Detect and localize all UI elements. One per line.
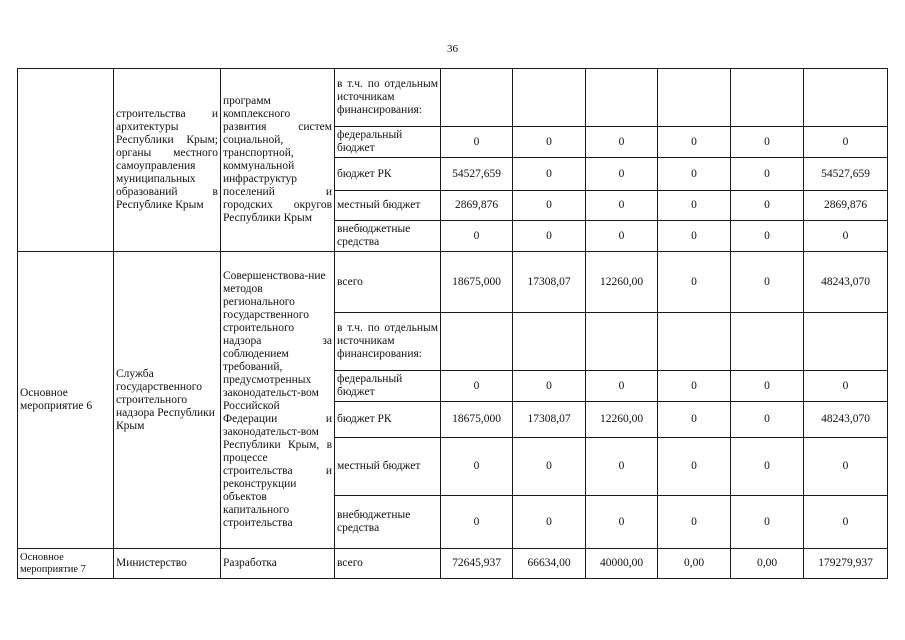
cell-value: 0 [586,127,658,158]
cell-value: 0 [804,496,888,549]
cell-value: 0 [586,371,658,402]
cell-value: 0 [658,191,731,221]
cell-value: 0 [658,221,731,252]
cell-value [804,69,888,127]
cell-value: 0 [731,371,804,402]
table-row [18,252,888,313]
cell-value: 0 [731,402,804,438]
cell-value [658,69,731,127]
cell-value: 0 [804,221,888,252]
cell-value [731,313,804,371]
cell-value: 2869,876 [804,191,888,221]
cell-value: 54527,659 [804,158,888,191]
cell-measure-description: программ комплексного развития систем социальной, транспортной, коммунальной инфраструктур поселений и городских округов Республики Крым [221,69,335,252]
cell-value: 0 [731,496,804,549]
cell-value [658,313,731,371]
cell-value: 0 [441,127,513,158]
cell-value: 0 [731,191,804,221]
cell-value [586,313,658,371]
cell-source: всего [335,252,441,313]
cell-value: 18675,000 [441,252,513,313]
cell-value [586,69,658,127]
cell-measure-description: Разработка [221,549,335,579]
cell-value: 2869,876 [441,191,513,221]
cell-value: 0 [586,496,658,549]
cell-value: 0 [658,252,731,313]
cell-value: 0 [658,496,731,549]
cell-executor: Министерство [114,549,221,579]
cell-value: 0 [586,221,658,252]
cell-col-a [18,69,114,252]
cell-value: 0 [513,221,586,252]
cell-value: 0 [804,127,888,158]
cell-value: 12260,00 [586,402,658,438]
cell-source: всего [335,549,441,579]
cell-value: 0 [731,438,804,496]
cell-source: местный бюджет [335,438,441,496]
cell-value: 0 [658,438,731,496]
cell-value [513,69,586,127]
cell-value: 17308,07 [513,402,586,438]
cell-value: 0 [513,127,586,158]
cell-value: 40000,00 [586,549,658,579]
cell-value: 0 [731,127,804,158]
cell-value [441,69,513,127]
cell-value: 0 [586,158,658,191]
cell-value: 0 [513,371,586,402]
cell-source: федеральный бюджет [335,127,441,158]
cell-measure-number: Основное мероприятие 6 [18,252,114,549]
cell-value: 48243,070 [804,252,888,313]
cell-value: 0 [513,191,586,221]
cell-source: внебюджетные средства [335,221,441,252]
cell-value: 0,00 [731,549,804,579]
cell-value: 12260,00 [586,252,658,313]
cell-value: 0 [441,496,513,549]
cell-value [731,69,804,127]
cell-value: 0 [731,252,804,313]
cell-value: 179279,937 [804,549,888,579]
cell-value: 0 [658,402,731,438]
cell-source: в т.ч. по отдельным источникам финансирования: [335,69,441,127]
financing-table [17,68,888,579]
cell-value: 0 [658,158,731,191]
cell-value: 0 [731,221,804,252]
cell-source: внебюджетные средства [335,496,441,549]
cell-value: 54527,659 [441,158,513,191]
cell-executor: Служба государственного строительного надзора Республики Крым [114,252,221,549]
cell-value: 48243,070 [804,402,888,438]
cell-value: 0 [441,371,513,402]
cell-value [513,313,586,371]
cell-source: местный бюджет [335,191,441,221]
cell-measure-number: Основное мероприятие 7 [18,549,114,579]
page-number: 36 [447,43,458,55]
cell-value [441,313,513,371]
cell-value: 0 [804,371,888,402]
cell-value: 17308,07 [513,252,586,313]
cell-value: 18675,000 [441,402,513,438]
cell-value: 72645,937 [441,549,513,579]
cell-value: 0 [804,438,888,496]
cell-value [804,313,888,371]
table-row [18,549,888,579]
cell-value: 0 [658,371,731,402]
cell-value: 0 [586,191,658,221]
cell-value: 0 [658,127,731,158]
table-row [18,69,888,127]
cell-source: бюджет РК [335,402,441,438]
cell-executor: строительства и архитектуры Республики Крым; органы местного самоуправления муниципальных образований в Республике Крым [114,69,221,252]
cell-value: 0 [513,158,586,191]
cell-value: 66634,00 [513,549,586,579]
cell-value: 0 [441,438,513,496]
cell-value: 0,00 [658,549,731,579]
cell-value: 0 [513,438,586,496]
cell-measure-description: Совершенствова-ние методов регионального государственного строительного надзора за соблюдением требований, предусмотренных законодательст-вом Российской Федерации и законодательст-вом Республики Крым, в процессе строительства и реконструкции объектов капитального строительства [221,252,335,549]
cell-source: федеральный бюджет [335,371,441,402]
cell-value: 0 [731,158,804,191]
cell-source: бюджет РК [335,158,441,191]
cell-value: 0 [586,438,658,496]
cell-value: 0 [441,221,513,252]
cell-value: 0 [513,496,586,549]
cell-source: в т.ч. по отдельным источникам финансирования: [335,313,441,371]
